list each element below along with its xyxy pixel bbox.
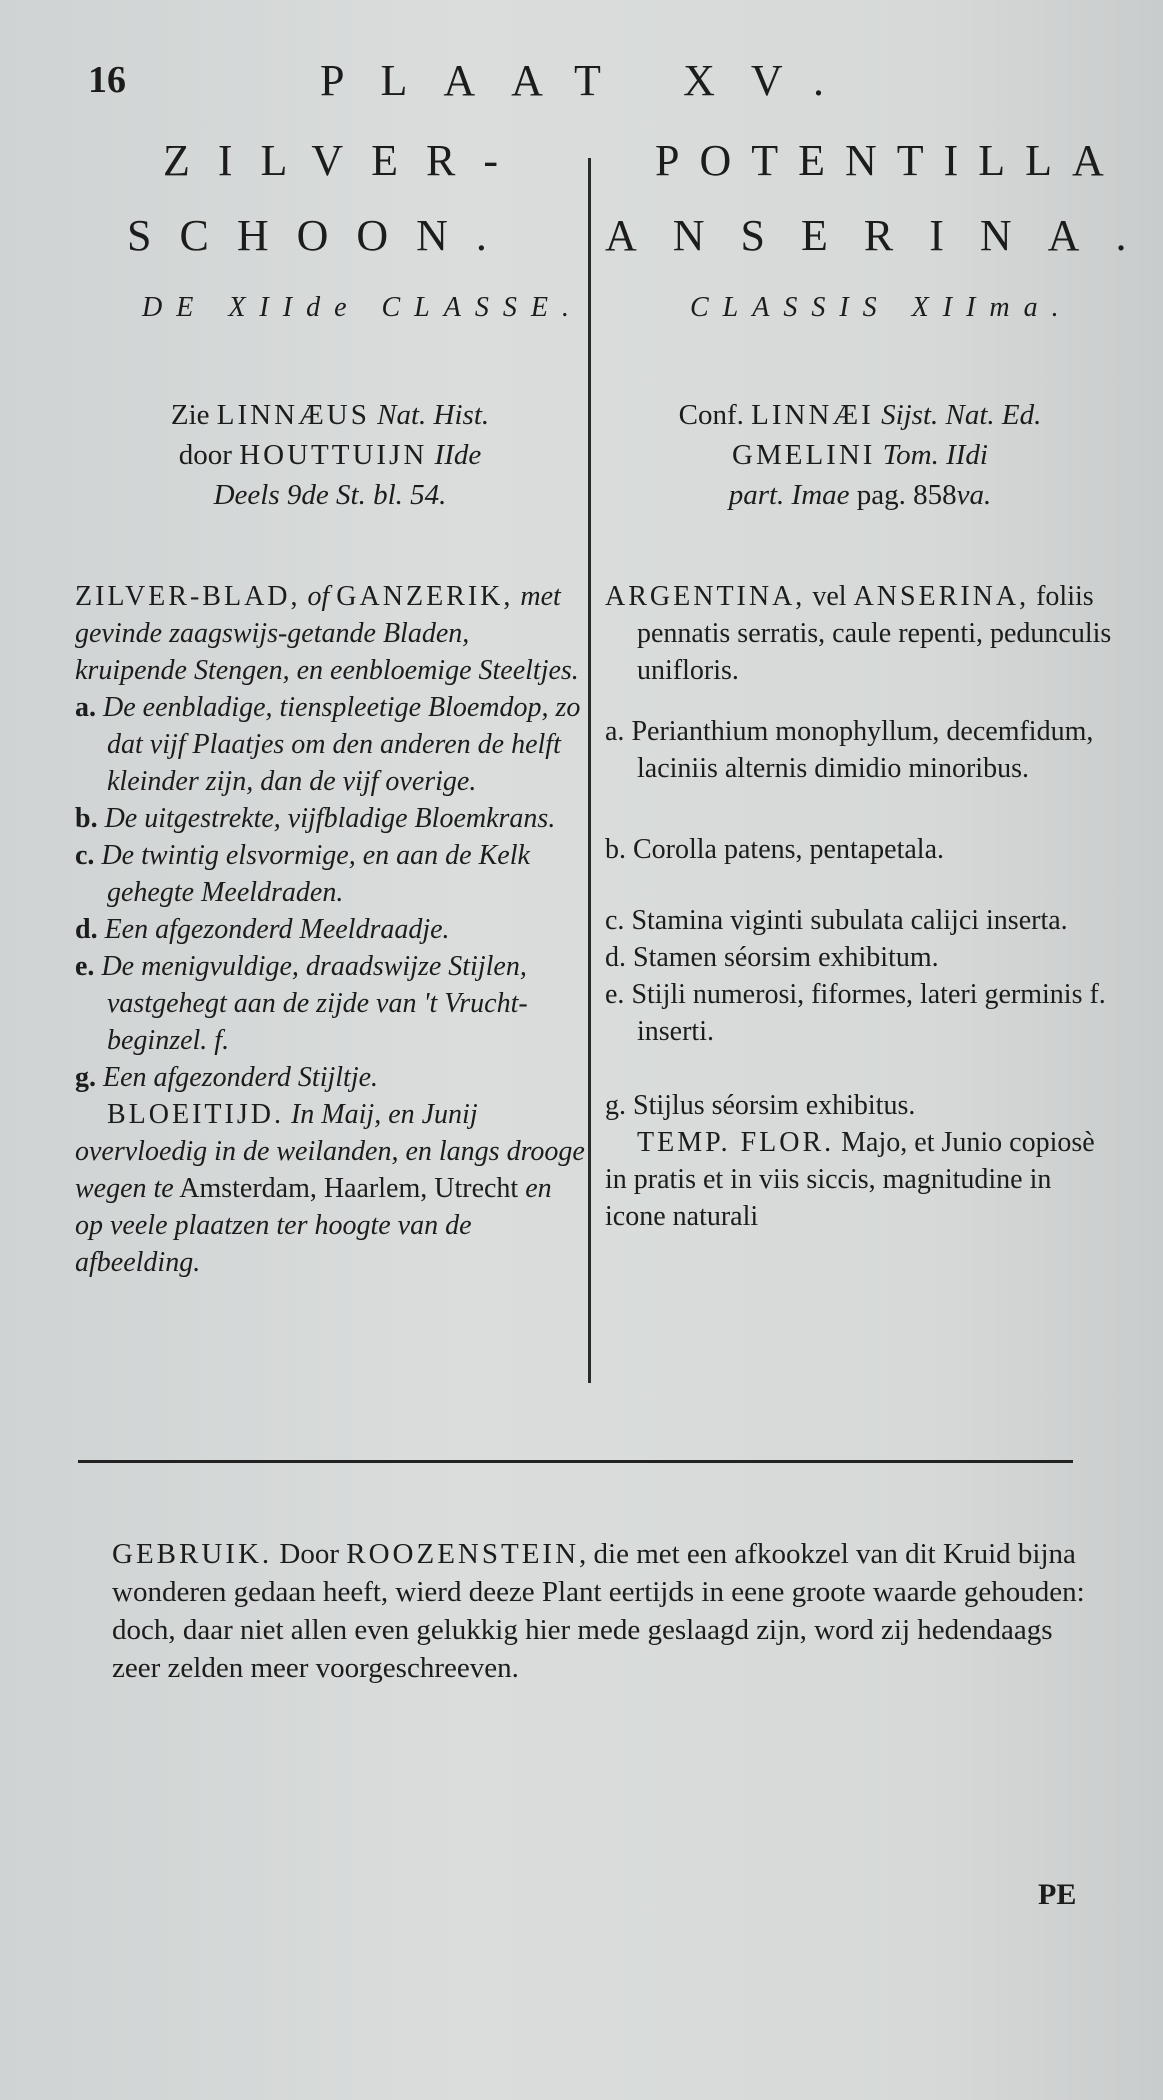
column-divider xyxy=(588,158,591,1383)
list-item: e. Stijli numerosi, fiformes, lateri germinis f. inserti. xyxy=(605,979,1106,1047)
ref-author: HOUTTUIJN xyxy=(239,439,428,471)
list-item: g. Een afgezonderd Stijltje. xyxy=(75,1062,379,1093)
person-name: ROOZENSTEIN xyxy=(346,1538,580,1570)
left-title-line1: ZILVER- xyxy=(163,136,527,185)
usage-paragraph: GEBRUIK. Door ROOZENSTEIN, die met een afkookzel van dit Kruid bijna wonderen gedaan heeft, wierd deeze Plant eertijds in eene groote waarde gehouden: doch, daar niet allen even gelukkig hier mede geslaagd zijn, word zij hedendaags zeer zelden meer voorgeschreeven. xyxy=(112,1538,1085,1684)
right-classis: CLASSIS XIIma. xyxy=(690,292,1073,323)
right-description xyxy=(605,578,1115,1235)
intro-text: met gevinde zaagswijs-getande Bladen, kruipende Stengen, en eenbloemige Steeltjes. xyxy=(75,581,579,686)
conjunction: of xyxy=(307,581,330,612)
right-intro: ARGENTINA, vel ANSERINA, foliis pennatis serratis, caule repenti, pedunculis unifloris. xyxy=(605,581,1112,686)
ref-prefix: door xyxy=(178,439,232,471)
list-item: a. De eenbladige, tienspleetige Bloemdop, zo dat vijf Plaatjes om den anderen de helft kleinder zijn, dan de vijf overige. xyxy=(75,692,581,797)
section-divider xyxy=(78,1460,1073,1463)
ref-work: Nat. Hist. xyxy=(377,399,490,431)
right-reference: Conf. LINNÆI Sijst. Nat. Ed. GMELINI Tom. IIdi part. Imae pag. 858va. xyxy=(678,399,1042,511)
ref-part: IIde xyxy=(434,439,482,471)
place-names: Amsterdam, Haarlem, Utrecht xyxy=(179,1173,519,1204)
right-flowering-time: TEMP. FLOR. Majo, et Junio copiosè in pratis et in viis siccis, magnitudine in icone naturali xyxy=(605,1127,1095,1232)
left-flowering-time: BLOEITIJD. In Maij, en Junij overvloedig in de weilanden, en langs drooge wegen te Amsterdam, Haarlem, Utrecht en op veele plaatzen ter hoogte van de afbeelding. xyxy=(75,1099,585,1278)
plate-title: PLAAT XV. xyxy=(320,56,860,105)
list-item: e. De menigvuldige, draadswijze Stijlen, vastgehegt aan de zijde van 't Vrucht-beginzel. f. xyxy=(75,951,528,1056)
right-title-line1: POTENTILLA xyxy=(655,136,1124,185)
common-name: ZILVER-BLAD, xyxy=(75,581,301,612)
list-item: d. Stamen séorsim exhibitum. xyxy=(605,942,939,973)
ref-author: LINNÆUS xyxy=(216,399,370,431)
usage-label: GEBRUIK. xyxy=(112,1538,273,1570)
alt-name: GANZERIK, xyxy=(336,581,514,612)
catchword: PE xyxy=(1038,1878,1077,1911)
left-description xyxy=(75,578,585,1281)
list-item: b. De uitgestrekte, vijfbladige Bloemkrans. xyxy=(75,803,556,834)
list-item: b. Corolla patens, pentapetala. xyxy=(605,834,944,865)
flowering-label: BLOEITIJD. xyxy=(107,1099,284,1130)
right-title-line2: ANSERINA. xyxy=(605,211,1163,260)
list-item: c. De twintig elsvormige, en aan de Kelk gehegte Meeldraden. xyxy=(75,840,530,908)
left-classe: DE XIIde CLASSE. xyxy=(142,292,583,323)
ref-prefix: Zie xyxy=(170,399,210,431)
ref-location: Deels 9de St. bl. 54. xyxy=(213,479,447,511)
left-title-line2: SCHOON. xyxy=(127,211,515,260)
left-reference xyxy=(75,395,585,515)
list-item: a. Perianthium monophyllum, decemfidum, laciniis alternis dimidio minoribus. xyxy=(605,716,1094,784)
list-item: g. Stijlus séorsim exhibitus. xyxy=(605,1090,916,1121)
list-item: c. Stamina viginti subulata calijci inserta. xyxy=(605,905,1068,936)
left-intro xyxy=(75,578,585,689)
list-item: d. Een afgezonderd Meeldraadje. xyxy=(75,914,450,945)
page-number: 16 xyxy=(88,59,126,101)
